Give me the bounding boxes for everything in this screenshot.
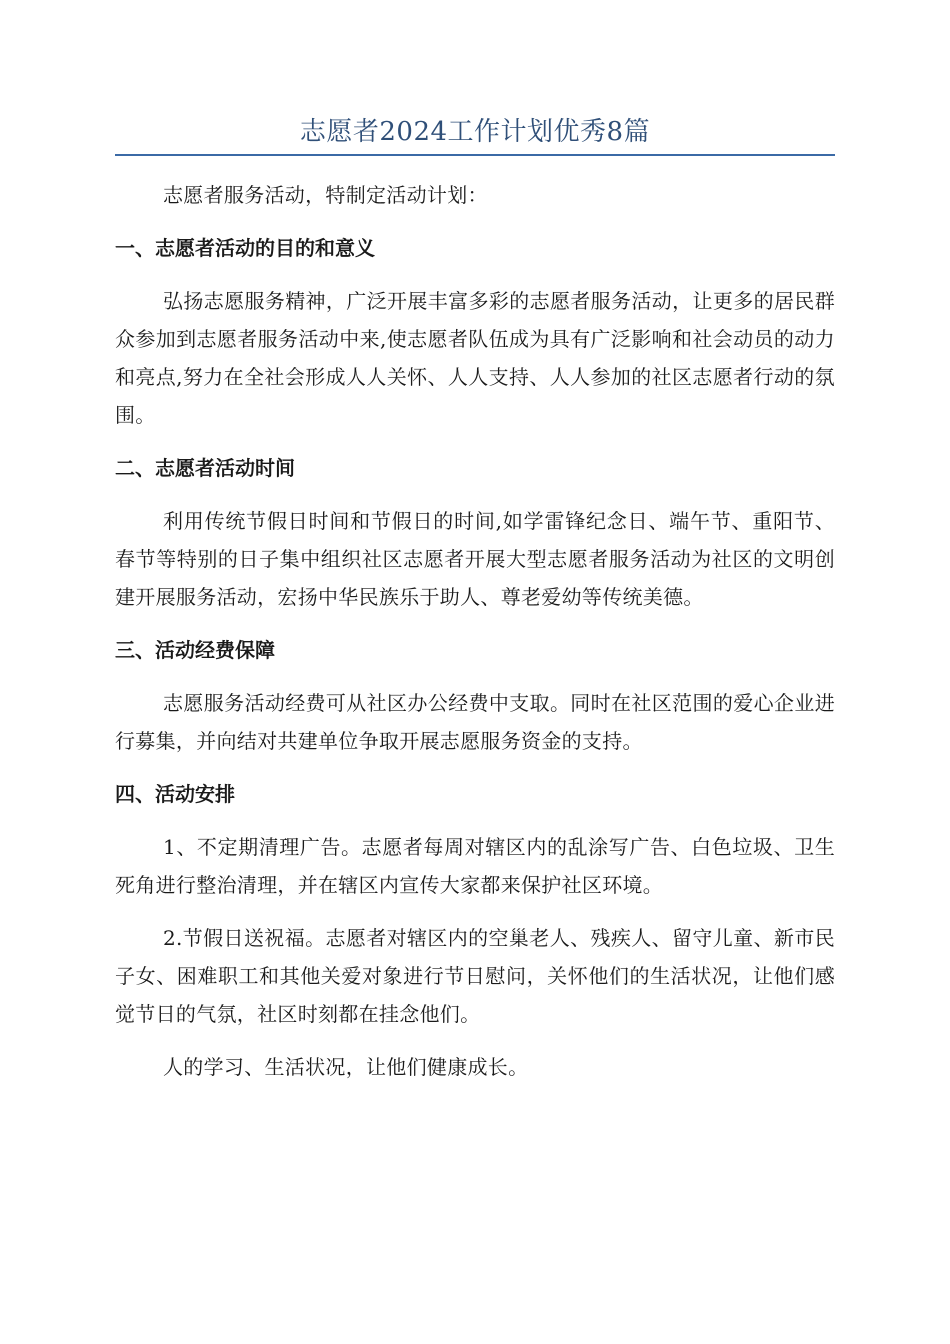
section-paragraph: 志愿服务活动经费可从社区办公经费中支取。同时在社区范围的爱心企业进行募集，并向结对共建单位争取开展志愿服务资金的支持。	[115, 691, 835, 753]
document-title: 志愿者2024工作计划优秀8篇	[299, 117, 651, 147]
section-heading-time: 二、志愿者活动时间	[115, 456, 295, 480]
section-heading-purpose: 一、志愿者活动的目的和意义	[115, 236, 375, 260]
section-heading-arrangement: 四、活动安排	[115, 782, 235, 806]
intro-paragraph: 志愿者服务活动，特制定活动计划：	[163, 183, 488, 207]
section-paragraph: 2.节假日送祝福。志愿者对辖区内的空巢老人、残疾人、留守儿童、新市民子女、困难职工和其他关爱对象进行节日慰问，关怀他们的生活状况，让他们感觉节日的气氛，社区时刻都在挂念他们。	[115, 926, 835, 1026]
title-underline	[115, 154, 835, 156]
section-paragraph: 1、不定期清理广告。志愿者每周对辖区内的乱涂写广告、白色垃圾、卫生死角进行整治清理，并在辖区内宣传大家都来保护社区环境。	[115, 835, 835, 897]
section-paragraph: 人的学习、生活状况，让他们健康成长。	[163, 1055, 529, 1079]
document-body	[115, 176, 835, 1101]
section-heading-funding: 三、活动经费保障	[115, 638, 275, 662]
section-paragraph: 弘扬志愿服务精神，广泛开展丰富多彩的志愿者服务活动，让更多的居民群众参加到志愿者服务活动中来,使志愿者队伍成为具有广泛影响和社会动员的动力和亮点,努力在全社会形成人人关怀、人人支持、人人参加的社区志愿者行动的氛围。	[115, 289, 835, 427]
section-paragraph: 利用传统节假日时间和节假日的时间,如学雷锋纪念日、端午节、重阳节、春节等特别的日子集中组织社区志愿者开展大型志愿者服务活动为社区的文明创建开展服务活动，宏扬中华民族乐于助人、尊老爱幼等传统美德。	[115, 509, 835, 609]
